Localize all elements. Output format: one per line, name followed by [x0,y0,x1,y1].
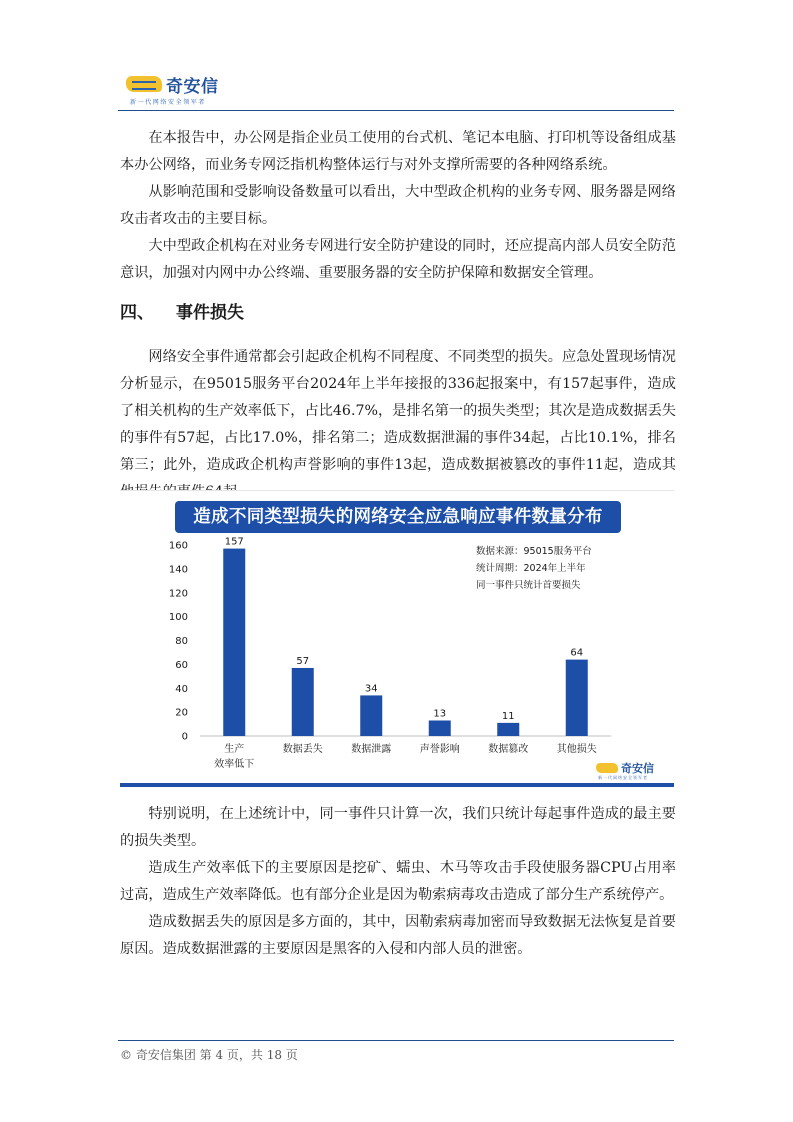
chart-note-source: 数据来源：95015服务平台 [476,546,592,557]
chart-bar [429,720,451,736]
page-header [118,68,674,111]
y-tick-label: 100 [168,612,188,624]
y-tick-label: 140 [168,564,188,576]
chart-logo-tagline: 新一代网络安全领军者 [598,775,648,780]
y-tick-label: 0 [181,731,188,743]
chart-bar [223,549,245,736]
chart-logo-brand-name: 奇安信 [621,762,654,775]
bar-value-label: 64 [570,647,584,659]
chart-bar [292,668,314,736]
paragraph-efficiency-cause: 造成生产效率低下的主要原因是挖矿、蠕虫、木马等攻击手段使服务器CPU占用率过高，造成生产效率降低。也有部分企业是因为勒索病毒攻击造成了部分生产系统停产。 [120,860,676,903]
x-category-label: 生产 [224,744,245,755]
chart-bar [360,695,382,736]
footer-rule [118,1040,674,1041]
chart-title: 造成不同类型损失的网络安全应急响应事件数量分布 [175,501,621,533]
paragraph-loss-overview: 网络安全事件通常都会引起政企机构不同程度、不同类型的损失。应急处置现场情况分析显示，在95015服务平台2024年上半年接报的336起报案中，有157起事件，造成了相关机构的生产效率低下，占比46.7%，是排名第一的损失类型；其次是造成数据丢失的事件有57起，占比17.0%，排名第二；造成数据泄漏的事件34起，占比10.1%，排名第三；此外，造成政企机构声誉影响的事件13起，造成数据被篡改的事件11起，造成其 [120,349,676,473]
paragraph-attack-targets: 从影响范围和受影响设备数量可以看出，大中型政企机构的业务专网、服务器是网络攻击者攻击的主要目标。 [120,184,676,227]
x-category-label: 数据泄露 [351,744,392,755]
bar-value-label: 13 [433,708,447,720]
bar-value-label: 34 [364,683,378,695]
chart-plot [120,491,674,789]
y-tick-label: 40 [175,683,188,695]
loss-type-chart [120,490,674,789]
chart-bar [497,723,519,736]
y-tick-label: 20 [175,707,188,719]
logo-mark-icon [126,76,162,92]
section-number: 四、 [120,303,154,323]
section-title: 事件损失 [176,303,244,323]
y-tick-label: 160 [168,540,188,552]
paragraph-data-loss-cause: 造成数据丢失的原因是多方面的，其中，因勒索病毒加密而导致数据无法恢复是首要原因。造成数据泄露的主要原因是黑客的入侵和内部人员的泄密。 [120,914,676,957]
y-tick-label: 80 [175,636,188,647]
chart-bar [566,660,588,736]
page-footer: © 奇安信集团 第 4 页，共 18 页 [120,1048,298,1062]
chart-note-rule: 同一事件只统计首要损失 [476,580,581,591]
x-category-label: 数据篡改 [488,744,529,755]
x-category-label: 声誉影响 [419,744,460,755]
bar-value-label: 11 [501,710,515,722]
x-category-label: 效率低下 [214,759,255,770]
x-category-label: 数据丢失 [282,744,323,755]
section-heading [120,298,244,323]
x-category-label: 其他损失 [556,744,597,755]
bar-value-label: 157 [224,536,244,548]
chart-bottom-rule [120,783,674,787]
y-tick-label: 60 [175,659,188,671]
chart-note-period: 统计周期：2024年上半年 [476,563,586,574]
chart-logo-mark-icon [596,763,618,773]
paragraph-office-network: 在本报告中，办公网是指企业员工使用的台式机、笔记本电脑、打印机等设备组成基本办公网络，而业务专网泛指机构整体运行与对外支撑所需要的各种网络系统。 [120,130,676,173]
chart-source-note [476,543,592,594]
y-tick-label: 120 [168,588,188,600]
paragraph-special-note: 特别说明，在上述统计中，同一事件只计算一次，我们只统计每起事件造成的最主要的损失类型。 [120,806,676,849]
logo-tagline: 新一代网络安全领军者 [130,99,207,106]
paragraph-protection-advice: 大中型政企机构在对业务专网进行安全防护建设的同时，还应提高内部人员安全防范意识，加强对内网中办公终端、重要服务器的安全防护保障和数据安全管理。 [120,238,676,281]
logo-brand-name: 奇安信 [166,77,219,97]
bar-value-label: 57 [296,655,310,667]
